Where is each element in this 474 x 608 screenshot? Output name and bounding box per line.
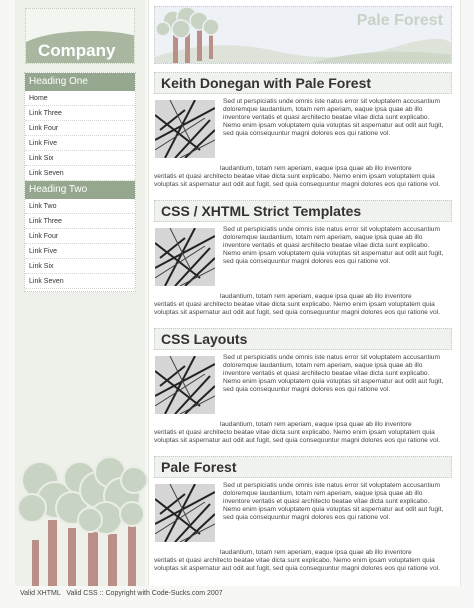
section-title: CSS Layouts bbox=[154, 328, 452, 350]
paragraph-line: laudantium, totam rem aperiam, eaque ipsa quae ab illo inventore bbox=[220, 421, 412, 428]
header-banner bbox=[154, 6, 452, 64]
nav-link-five[interactable]: Link Five bbox=[25, 136, 135, 151]
section-paragraph: Sed ut perspiciatis unde omnis iste natus error sit voluptatem accusantium doloremque laudantium, totam rem aperiam, eaque ipsa quae ab illo inventore veritatis et quasi architecto beatae vitae dicta sunt explicabo. Nemo enim ipsam voluptatem quia voluptas sit aspernatur aut odit aut fugit, sed quia consequuntur magni dolores eos qui ratione vol. bbox=[223, 226, 444, 266]
section-title: Pale Forest bbox=[154, 456, 452, 478]
section-paragraph: Sed ut perspiciatis unde omnis iste natus error sit voluptatem accusantium doloremque laudantium, totam rem aperiam, eaque ipsa quae ab illo inventore veritatis et quasi architecto beatae vitae dicta sunt explicabo. Nemo enim ipsam voluptatem quia voluptas sit aspernatur aut odit aut fugit, sed quia consequuntur magni dolores eos qui ratione vol. bbox=[223, 482, 444, 522]
paragraph-line: laudantium, totam rem aperiam, eaque ipsa quae ab illo inventore bbox=[220, 549, 412, 556]
section-body bbox=[154, 354, 452, 445]
section-title: CSS / XHTML Strict Templates bbox=[154, 200, 452, 222]
tree-branches-photo bbox=[155, 356, 215, 414]
trees-illustration bbox=[10, 450, 150, 586]
nav-link-seven[interactable]: Link Seven bbox=[25, 166, 135, 181]
company-title: Company bbox=[38, 41, 116, 60]
tree-branches-photo bbox=[155, 484, 215, 542]
paragraph-text: veritatis et quasi architecto beatae vitae dicta sunt explicabo. Nemo enim ipsam voluptatem quia voluptas sit aspernatur aut odit aut fugit, sed quia consequuntur magni dolores eos qui ratione vol. bbox=[154, 301, 440, 317]
content-section bbox=[154, 456, 452, 573]
valid-css-link[interactable]: Valid CSS bbox=[66, 590, 98, 597]
tree-branches-photo bbox=[155, 228, 215, 286]
nav-link-four[interactable]: Link Four bbox=[25, 121, 135, 136]
content-section bbox=[154, 200, 452, 317]
nav-link-five[interactable]: Link Five bbox=[25, 244, 135, 259]
nav-link-home[interactable]: Home bbox=[25, 91, 135, 106]
nav-heading-one: Heading One bbox=[25, 73, 135, 91]
company-banner bbox=[25, 8, 135, 64]
tree-branches-photo bbox=[155, 100, 215, 158]
paragraph-text: veritatis et quasi architecto beatae vitae dicta sunt explicabo. Nemo enim ipsam voluptatem quia voluptas sit aspernatur aut odit aut fugit, sed quia consequuntur magni dolores eos qui ratione vol. bbox=[154, 429, 440, 445]
nav-heading-two: Heading Two bbox=[25, 181, 135, 199]
valid-xhtml-link[interactable]: Valid XHTML bbox=[20, 590, 61, 597]
footer bbox=[20, 590, 223, 597]
content-section bbox=[154, 72, 452, 189]
nav-link-six[interactable]: Link Six bbox=[25, 151, 135, 166]
nav-link-four[interactable]: Link Four bbox=[25, 229, 135, 244]
section-paragraph-2 bbox=[154, 418, 452, 445]
section-body bbox=[154, 226, 452, 317]
nav-link-three[interactable]: Link Three bbox=[25, 106, 135, 121]
section-paragraph: Sed ut perspiciatis unde omnis iste natus error sit voluptatem accusantium doloremque laudantium, totam rem aperiam, eaque ipsa quae ab illo inventore veritatis et quasi architecto beatae vitae dicta sunt explicabo. Nemo enim ipsam voluptatem quia voluptas sit aspernatur aut odit aut fugit, sed quia consequuntur magni dolores eos qui ratione vol. bbox=[223, 354, 444, 394]
section-body bbox=[154, 98, 452, 189]
site-title: Pale Forest bbox=[356, 12, 443, 29]
nav-link-seven[interactable]: Link Seven bbox=[25, 274, 135, 289]
sidebar-nav bbox=[24, 72, 136, 292]
section-body bbox=[154, 482, 452, 573]
paragraph-line: laudantium, totam rem aperiam, eaque ipsa quae ab illo inventore bbox=[220, 293, 412, 300]
main-content bbox=[148, 0, 461, 586]
section-paragraph-2 bbox=[154, 162, 452, 189]
copyright-text: :: Copyright with Code-Sucks.com 2007 bbox=[99, 590, 223, 597]
content-section bbox=[154, 328, 452, 445]
nav-link-two[interactable]: Link Two bbox=[25, 199, 135, 214]
section-title: Keith Donegan with Pale Forest bbox=[154, 72, 452, 94]
section-paragraph-2 bbox=[154, 290, 452, 317]
section-paragraph-2 bbox=[154, 546, 452, 573]
nav-link-three[interactable]: Link Three bbox=[25, 214, 135, 229]
nav-link-six[interactable]: Link Six bbox=[25, 259, 135, 274]
paragraph-text: veritatis et quasi architecto beatae vitae dicta sunt explicabo. Nemo enim ipsam voluptatem quia voluptas sit aspernatur aut odit aut fugit, sed quia consequuntur magni dolores eos qui ratione vol. bbox=[154, 557, 440, 573]
paragraph-text: veritatis et quasi architecto beatae vitae dicta sunt explicabo. Nemo enim ipsam voluptatem quia voluptas sit aspernatur aut odit aut fugit, sed quia consequuntur magni dolores eos qui ratione vol. bbox=[154, 173, 440, 189]
section-paragraph: Sed ut perspiciatis unde omnis iste natus error sit voluptatem accusantium doloremque laudantium, totam rem aperiam, eaque ipsa quae ab illo inventore veritatis et quasi architecto beatae vitae dicta sunt explicabo. Nemo enim ipsam voluptatem quia voluptas sit aspernatur aut odit aut fugit, sed quia consequuntur magni dolores eos qui ratione vol. bbox=[223, 98, 444, 138]
paragraph-line: laudantium, totam rem aperiam, eaque ipsa quae ab illo inventore bbox=[220, 165, 412, 172]
